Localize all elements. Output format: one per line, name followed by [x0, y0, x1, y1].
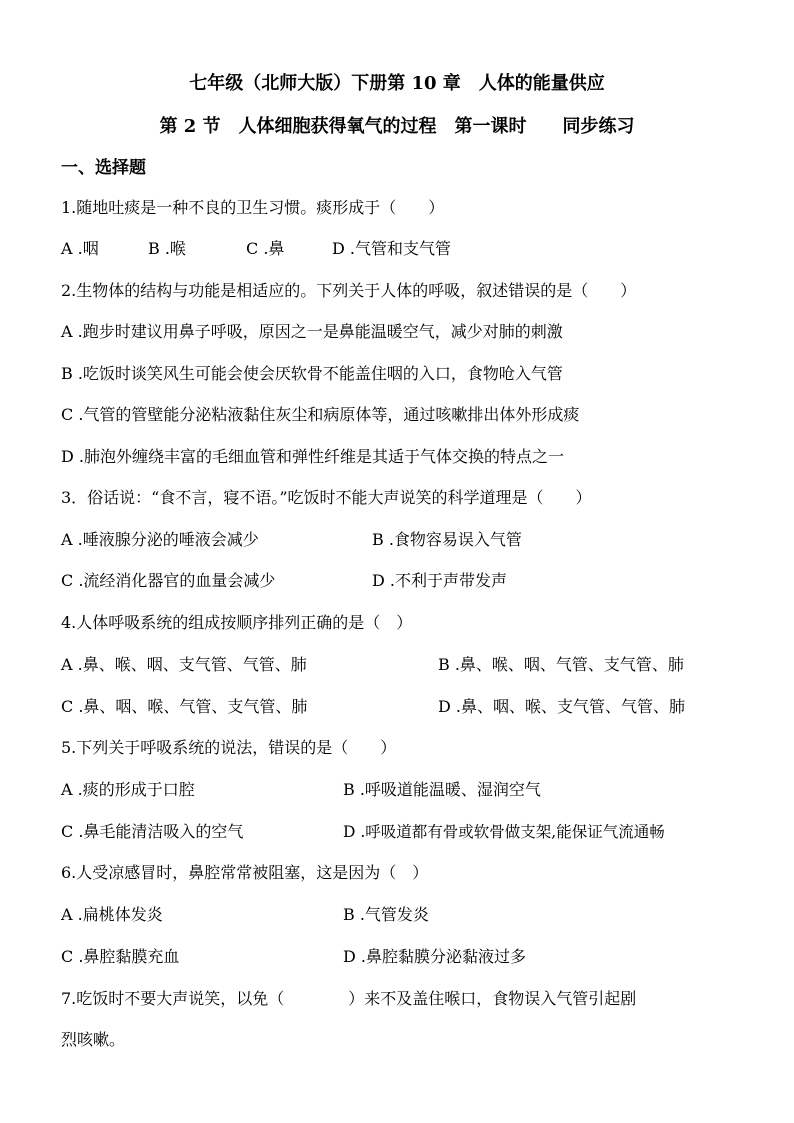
question-5-option-c: C .鼻毛能清洁吸入的空气	[61, 822, 244, 841]
question-1-option-a: A .咽	[61, 239, 99, 258]
question-7-stem-line-1: 7.吃饭时不要大声说笑，以免（ ）来不及盖住喉口，食物误入气管引起剧	[61, 989, 637, 1008]
question-6-stem: 6.人受凉感冒时，鼻腔常常被阻塞，这是因为（ ）	[61, 863, 429, 882]
question-2-option-b: B .吃饭时谈笑风生可能会使会厌软骨不能盖住咽的入口，食物呛入气管	[61, 364, 563, 383]
question-6-option-c: C .鼻腔黏膜充血	[61, 947, 180, 966]
question-1-option-c: C .鼻	[246, 239, 285, 258]
question-3-option-d: D .不利于声带发声	[372, 571, 508, 590]
question-6-option-d: D .鼻腔黏膜分泌黏液过多	[343, 947, 527, 966]
question-5-option-b: B .呼吸道能温暖、湿润空气	[343, 780, 541, 799]
question-3-option-c: C .流经消化器官的血量会减少	[61, 571, 276, 590]
question-4-option-d: D .鼻、咽、喉、支气管、气管、肺	[438, 697, 686, 716]
question-1-stem: 1.随地吐痰是一种不良的卫生习惯。痰形成于（ ）	[61, 198, 445, 217]
question-7-stem-line-2: 烈咳嗽。	[61, 1030, 126, 1049]
section-heading: 一、选择题	[61, 158, 146, 178]
question-4-option-a: A .鼻、喉、咽、支气管、气管、肺	[61, 655, 307, 674]
question-5-option-d: D .呼吸道都有骨或软骨做支架,能保证气流通畅	[343, 823, 665, 841]
question-2-stem: 2.生物体的结构与功能是相适应的。下列关于人体的呼吸，叙述错误的是（ ）	[61, 281, 637, 300]
question-3-option-b: B .食物容易误入气管	[372, 530, 522, 549]
question-6-option-a: A .扁桃体发炎	[61, 905, 163, 924]
question-4-stem: 4.人体呼吸系统的组成按顺序排列正确的是（ ）	[61, 613, 413, 632]
question-5-option-a: A .痰的形成于口腔	[61, 780, 195, 799]
question-6-option-b: B .气管发炎	[343, 905, 429, 924]
question-2-option-c: C .气管的管壁能分泌粘液黏住灰尘和病原体等，通过咳嗽排出体外形成痰	[61, 405, 580, 424]
question-3-option-a: A .唾液腺分泌的唾液会减少	[61, 530, 259, 549]
question-1-option-d: D .气管和支气管	[332, 239, 452, 258]
page-subtitle: 第 2 节 人体细胞获得氧气的过程 第一课时 同步练习	[159, 116, 635, 137]
question-5-stem: 5.下列关于呼吸系统的说法，错误的是（ ）	[61, 738, 397, 757]
question-1-option-b: B .喉	[148, 239, 186, 258]
question-4-option-c: C .鼻、咽、喉、气管、支气管、肺	[61, 697, 308, 716]
question-3-stem: 3．俗话说：“食不言，寝不语。”吃饭时不能大声说笑的科学道理是（ ）	[61, 488, 592, 507]
question-2-option-a: A .跑步时建议用鼻子呼吸，原因之一是鼻能温暖空气，减少对肺的刺激	[61, 322, 563, 341]
question-4-option-b: B .鼻、喉、咽、气管、支气管、肺	[438, 655, 684, 674]
page-title: 七年级（北师大版）下册第 10 章 人体的能量供应	[189, 73, 605, 94]
question-2-option-d: D .肺泡外缠绕丰富的毛细血管和弹性纤维是其适于气体交换的特点之一	[61, 447, 565, 466]
